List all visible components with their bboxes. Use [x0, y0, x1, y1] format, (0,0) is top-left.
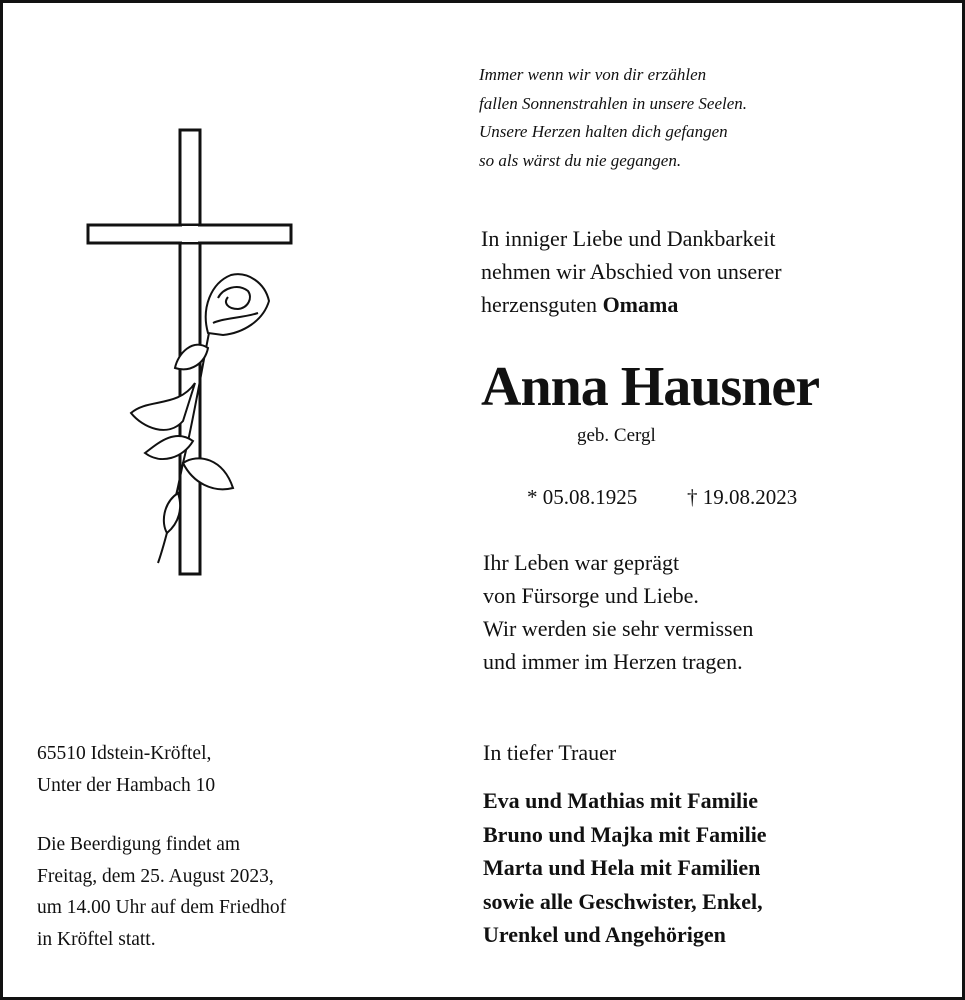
mourners-list: [483, 784, 767, 952]
funeral-line: Freitag, dem 25. August 2023,: [37, 865, 274, 887]
mourner: sowie alle Geschwister, Enkel,: [483, 888, 763, 914]
tribute-line: und immer im Herzen tragen.: [483, 649, 743, 674]
intro-line: In inniger Liebe und Dankbarkeit: [481, 226, 776, 251]
birth-date: [527, 481, 637, 514]
mourning-label: In tiefer Trauer: [483, 740, 617, 765]
intro-text: [481, 222, 782, 321]
star-icon: *: [527, 485, 538, 509]
address: [37, 738, 215, 801]
born-value: 05.08.1925: [542, 485, 638, 509]
intro-prefix: herzensguten: [481, 292, 603, 317]
died-value: 19.08.2023: [702, 485, 798, 509]
poem-line: Unsere Herzen halten dich gefangen: [479, 122, 728, 141]
funeral-line: Die Beerdigung findet am: [37, 834, 241, 855]
mourner: Marta und Hela mit Familien: [483, 855, 761, 880]
intro-relation: Omama: [602, 292, 679, 317]
cross-with-rose-icon: [83, 123, 303, 583]
tribute-text: [483, 546, 753, 678]
address-line: Unter der Hambach 10: [37, 774, 216, 796]
mourner: Urenkel und Angehörigen: [483, 922, 726, 947]
funeral-line: um 14.00 Uhr auf dem Friedhof: [37, 897, 287, 918]
tribute-line: von Fürsorge und Liebe.: [483, 583, 699, 608]
intro-line: [481, 288, 782, 321]
poem-line: so als wärst du nie gegangen.: [479, 150, 682, 170]
funeral-line: in Kröftel statt.: [37, 928, 156, 950]
tribute-line: Wir werden sie sehr vermissen: [483, 616, 754, 641]
tribute-line: Ihr Leben war geprägt: [483, 550, 680, 575]
intro-line: nehmen wir Abschied von unserer: [481, 259, 782, 284]
mourner: Bruno und Majka mit Familie: [483, 821, 767, 847]
funeral-info: [37, 829, 286, 955]
death-date: [687, 481, 797, 514]
poem: [479, 61, 747, 175]
deceased-name: Anna Hausner: [481, 356, 820, 418]
cross-icon: †: [687, 485, 698, 509]
mourner: Eva und Mathias mit Familie: [483, 788, 759, 813]
maiden-name: geb. Cergl: [577, 425, 656, 446]
address-line: 65510 Idstein-Kröftel,: [37, 743, 212, 764]
poem-line: fallen Sonnenstrahlen in unsere Seelen.: [479, 93, 748, 113]
poem-line: Immer wenn wir von dir erzählen: [479, 65, 707, 84]
